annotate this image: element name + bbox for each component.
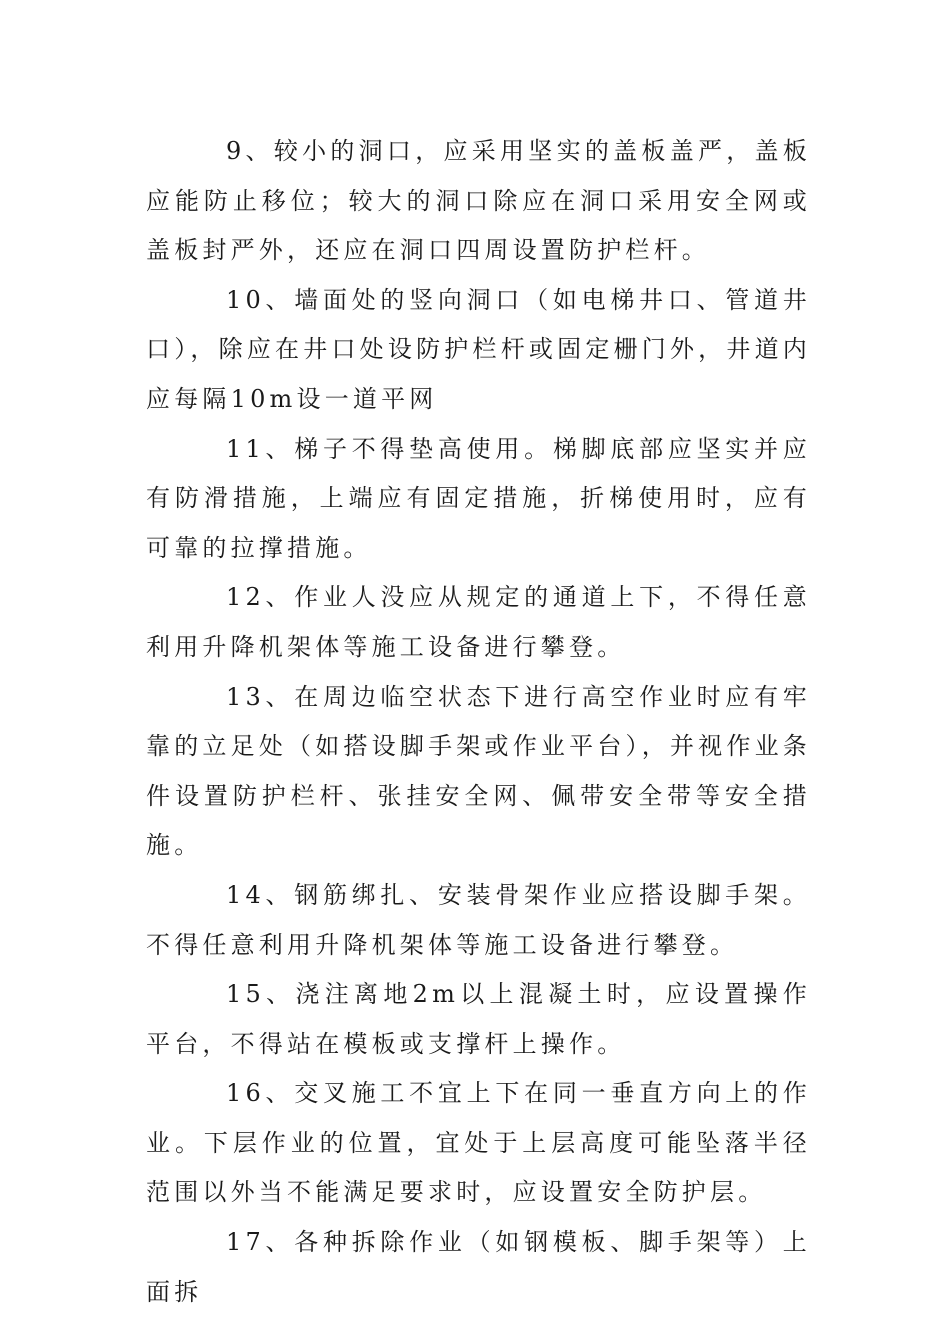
paragraph-item-9: 9、较小的洞口，应采用坚实的盖板盖严，盖板应能防止移位；较大的洞口除应在洞口采用安全网或盖板封严外，还应在洞口四周设置防护栏杆。 [146,137,811,265]
paragraph-item-14: 14、钢筋绑扎、安装骨架作业应搭设脚手架。不得任意利用升降机架体等施工设备进行攀登。 [146,880,811,959]
paragraph-item-10: 10、墙面处的竖向洞口（如电梯井口、管道井口），除应在井口处设防护栏杆或固定栅门外，井道内应每隔10m设一道平网 [146,285,811,413]
paragraph-item-12: 12、作业人没应从规定的通道上下，不得任意利用升降机架体等施工设备进行攀登。 [146,583,811,661]
paragraph-item-16: 16、交叉施工不宜上下在同一垂直方向上的作业。下层作业的位置，宜处于上层高度可能坠落半径范围以外当不能满足要求时，应设置安全防护层。 [146,1079,811,1207]
paragraph-item-17: 17、各种拆除作业（如钢模板、脚手架等）上面拆 [146,1228,811,1306]
document-body [146,127,811,1317]
paragraph-item-13: 13、在周边临空状态下进行高空作业时应有牢靠的立足处（如搭设脚手架或作业平台），并视作业条件设置防护栏杆、张挂安全网、佩带安全带等安全措施。 [146,682,811,860]
paragraph-item-15: 15、浇注离地2m以上混凝土时，应设置操作平台，不得站在模板或支撑杆上操作。 [146,980,811,1058]
paragraph-item-11: 11、梯子不得垫高使用。梯脚底部应坚实并应有防滑措施，上端应有固定措施，折梯使用时，应有可靠的拉撑措施。 [146,434,811,562]
